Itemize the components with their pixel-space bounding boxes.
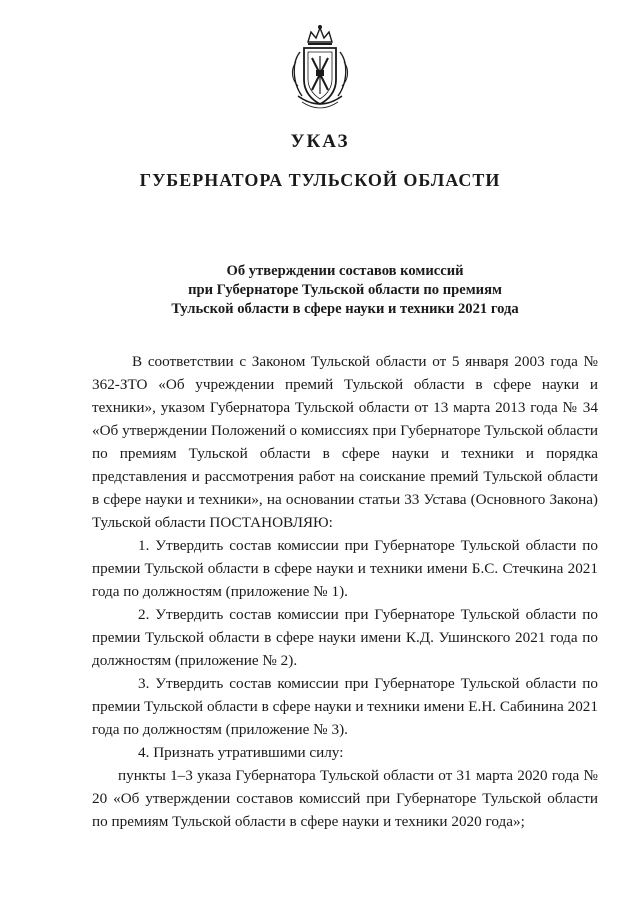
- subitem-paragraph: пункты 1–3 указа Губернатора Тульской области от 31 марта 2020 года № 20 «Об утверждении составов комиссий при Губернаторе Тульской области по премиям Тульской области в сфере науки и техники 2020 года»;: [92, 767, 598, 830]
- document-subject: [120, 262, 570, 319]
- coat-of-arms-icon: [286, 22, 354, 112]
- item-paragraph-3: 3. Утвердить состав комиссии при Губернаторе Тульской области по премии Тульской области в сфере науки и техники имени Е.Н. Сабинина 2021 года по должностям (приложение № 3).: [92, 675, 598, 738]
- subject-line: Об утверждении составов комиссий: [226, 263, 464, 279]
- issuer-heading: ГУБЕРНАТОРА ТУЛЬСКОЙ ОБЛАСТИ: [139, 170, 501, 190]
- item-paragraph-1: 1. Утвердить состав комиссии при Губернаторе Тульской области по премии Тульской области в сфере науки и техники имени Б.С. Стечкина 2021 года по должностям (приложение № 1).: [92, 537, 598, 600]
- subject-line: Тульской области в сфере науки и техники 2021 года: [171, 301, 519, 317]
- preamble-paragraph: В соответствии с Законом Тульской области от 5 января 2003 года № 362-ЗТО «Об учреждении премий Тульской области в сфере науки и техники», указом Губернатора Тульской области от 13 марта 2013 года № 34 «Об утверждении Положений о комиссиях при Губернаторе Тульской области по премиям Тульской области в сфере науки и техники и порядка представления и рассмотрения работ на соискание премий Тульской области в сфере науки и техники», на основании статьи 33 Устава (Основного Закона) Тульской области ПОСТАНОВЛЯЮ:: [92, 353, 598, 531]
- item-paragraph-4: 4. Признать утратившими силу:: [138, 744, 344, 761]
- document-type-heading: УКАЗ: [290, 131, 350, 152]
- item-paragraph-2: 2. Утвердить состав комиссии при Губернаторе Тульской области по премии Тульской области в сфере науки имени К.Д. Ушинского 2021 года по должностям (приложение № 2).: [92, 606, 598, 669]
- subject-line: при Губернаторе Тульской области по премиям: [188, 282, 502, 298]
- document-body: [92, 350, 598, 833]
